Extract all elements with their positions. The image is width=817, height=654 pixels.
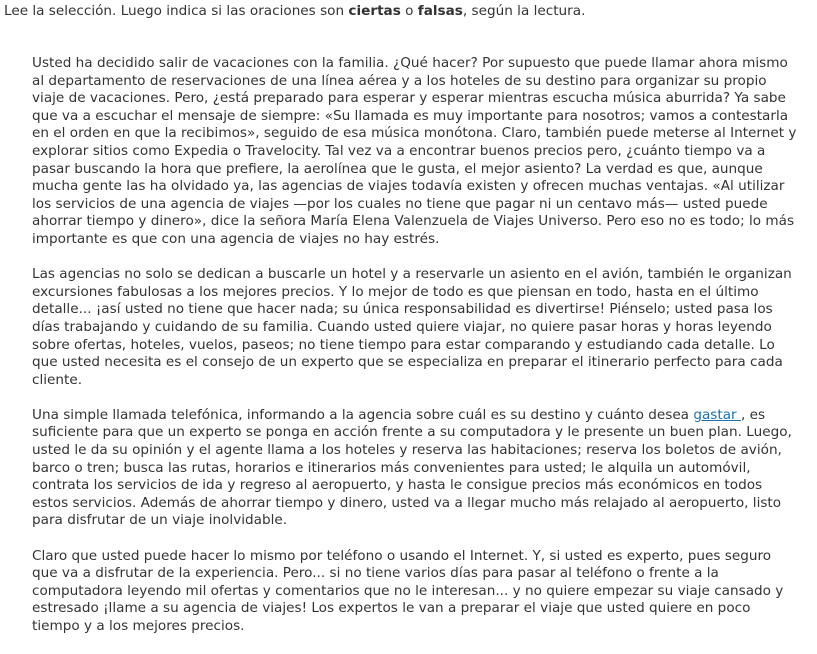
paragraph-3-end: , es suficiente para que un experto se ponga en acción frente a su computadora y le presente un buen plan. Luego, usted le da su opinión y el agente llama a los hoteles y reserva las habitaciones; reserva los boletos de avión, barco o tren; busca las rutas, horarios e itinerarios más convenientes para usted; le alquila un automóvil, contrata los servicios de ida y regreso al aeropuerto, y hasta le consigue precios más económicos en todos estos servicios. Además de ahorrar tiempo y dinero, usted va a llegar mucho más relajado al aeropuerto, listo para disfrutar de un viaje inolvidable. [32,406,792,529]
keyword-ciertas: ciertas [348,3,401,19]
paragraph-3-start: Una simple llamada telefónica, informando a la agencia sobre cuál es su destino y cuánto desea [32,406,694,423]
reading-passage [32,55,800,653]
paragraph-3 [32,407,800,530]
instruction-part: o [400,3,418,19]
glossary-link-gastar[interactable]: gastar [693,406,741,423]
instruction-part: Lee la selección. Luego indica si las oraciones son [4,3,349,19]
keyword-falsas: falsas [417,3,463,19]
paragraph-4: Claro que usted puede hacer lo mismo por teléfono o usando el Internet. Y, si usted es experto, pues seguro que va a disfrutar de la experiencia. Pero... si no tiene varios días para pasar al teléfono o frente a la computadora leyendo mil ofertas y comentarios que no le interesan... y no quiere empezar su viaje cansado y estresado ¡llame a su agencia de viajes! Los expertos le van a preparar el viaje que usted quiere en poco tiempo y a los mejores precios. [32,547,784,634]
instruction-part: , según la lectura. [462,3,586,19]
paragraph-2: Las agencias no solo se dedican a buscarle un hotel y a reservarle un asiento en el avión, también le organizan excursiones fabulosas a los mejores precios. Y lo mejor de todo es que piensan en todo, hasta en el último detalle... ¡así usted no tiene que hacer nada; su única responsabilidad es divertirse! Piénselo; usted pasa los días trabajando y cuidando de su familia. Cuando usted quiere viajar, no quiere pasar horas y horas leyendo sobre ofertas, hoteles, vuelos, paseos; no tiene tiempo para estar comparando y estudiando cada detalle. Lo que usted necesita es el consejo de un experto que se especializa en preparar el itinerario perfecto para cada cliente. [32,266,792,388]
instruction-text [4,2,814,20]
paragraph-1: Usted ha decidido salir de vacaciones con la familia. ¿Qué hacer? Por supuesto que puede llamar ahora mismo al departamento de reservaciones de una línea aérea y a los hoteles de su destino para organizar su propio viaje de vacaciones. Pero, ¿está preparado para esperar y esperar mientras escucha música aburrida? Ya sabe que va a escuchar el mensaje de siempre: «Su llamada es muy importante para nosotros; vamos a contestarla en el orden en que la recibimos», seguido de esa música monótona. Claro, también puede meterse al Internet y explorar sitios como Expedia o Travelocity. Tal vez va a encontrar buenos precios pero, ¿cuánto tiempo va a pasar buscando la hora que prefiere, la aerolínea que le gusta, el mejor asiento? La verdad es que, aunque mucha gente las ha olvidado ya, las agencias de viajes todavía existen y ofrecen muchas ventajas. «Al utilizar los servicios de una agencia de viajes —por los cuales no tiene que pagar ni un centavo más— usted puede ahorrar tiempo y dinero», dice la señora María Elena Valenzuela de Viajes Universo. Pero eso no es todo; lo más importante es que con una agencia de viajes no hay estrés. [32,55,797,247]
